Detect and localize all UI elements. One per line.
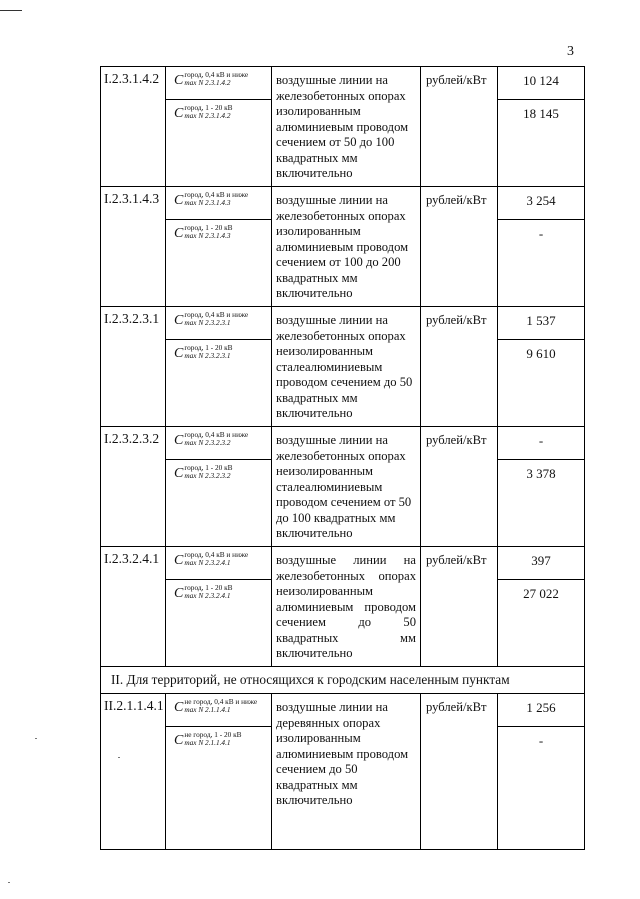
row-description: воздушные линии на железобетонных опорах изолированным алюминиевым проводом сечением от 100 до 200 квадратных мм включительно	[272, 187, 421, 307]
rate-symbol: C город, 0,4 кВ и ниже max N 2.3.2.3.2	[166, 427, 272, 460]
row-unit: рублей/кВт	[421, 427, 498, 547]
value-cell: 1 256	[498, 694, 585, 727]
scan-speck	[8, 882, 10, 883]
rate-symbol: C город, 1 - 20 кВ max N 2.3.2.4.1	[166, 580, 272, 667]
table-row	[101, 694, 585, 727]
section-row	[101, 667, 585, 694]
row-code: I.2.3.2.4.1	[101, 547, 166, 667]
scan-speck	[35, 738, 37, 739]
rate-symbol: C город, 0,4 кВ и ниже max N 2.3.2.3.1	[166, 307, 272, 340]
row-code: I.2.3.2.3.2	[101, 427, 166, 547]
row-code: I.2.3.1.4.3	[101, 187, 166, 307]
value-cell: 3 378	[498, 460, 585, 547]
rate-symbol: C город, 1 - 20 кВ max N 2.3.1.4.2	[166, 100, 272, 187]
rate-symbol: C город, 1 - 20 кВ max N 2.3.1.4.3	[166, 220, 272, 307]
rate-symbol: C город, 0,4 кВ и ниже max N 2.3.1.4.3	[166, 187, 272, 220]
row-description: воздушные линии на деревянных опорах изолированным алюминиевым проводом сечением до 50 квадратных мм включительно	[272, 694, 421, 850]
value-cell: 397	[498, 547, 585, 580]
table-row	[101, 187, 585, 220]
row-unit: рублей/кВт	[421, 67, 498, 187]
table-row	[101, 67, 585, 100]
table-row	[101, 307, 585, 340]
value-cell: 18 145	[498, 100, 585, 187]
section-title: II. Для территорий, не относящихся к городским населенным пунктам	[101, 667, 585, 694]
value-cell: -	[498, 427, 585, 460]
page-number: 3	[567, 44, 574, 59]
value-cell: 10 124	[498, 67, 585, 100]
row-unit: рублей/кВт	[421, 547, 498, 667]
row-code: I.2.3.2.3.1	[101, 307, 166, 427]
row-code: II.2.1.1.4.1	[101, 694, 166, 850]
scan-edge-mark	[0, 10, 22, 11]
row-unit: рублей/кВт	[421, 694, 498, 850]
row-description: воздушные линии на железобетонных опорах неизолированным сталеалюминиевым проводом сечением от 50 до 100 квадратных мм включительно	[272, 427, 421, 547]
value-cell: -	[498, 220, 585, 307]
table-row	[101, 427, 585, 460]
row-description: воздушные линии на железобетонных опорах неизолированным алюминиевым проводом сечением до 50 квадратных мм включительно	[272, 547, 421, 667]
rate-symbol: C город, 0,4 кВ и ниже max N 2.3.2.4.1	[166, 547, 272, 580]
row-code: I.2.3.1.4.2	[101, 67, 166, 187]
rate-symbol: C не город, 0,4 кВ и ниже max N 2.1.1.4.1	[166, 694, 272, 727]
rate-symbol: C город, 1 - 20 кВ max N 2.3.2.3.2	[166, 460, 272, 547]
rate-symbol: C город, 0,4 кВ и ниже max N 2.3.1.4.2	[166, 67, 272, 100]
rate-symbol: C город, 1 - 20 кВ max N 2.3.2.3.1	[166, 340, 272, 427]
row-unit: рублей/кВт	[421, 187, 498, 307]
row-description: воздушные линии на железобетонных опорах изолированным алюминиевым проводом сечением от 50 до 100 квадратных мм включительно	[272, 67, 421, 187]
tariff-table	[100, 66, 585, 850]
table-row	[101, 547, 585, 580]
row-description: воздушные линии на железобетонных опорах неизолированным сталеалюминиевым проводом сечением до 50 квадратных мм включительно	[272, 307, 421, 427]
value-cell: 3 254	[498, 187, 585, 220]
row-unit: рублей/кВт	[421, 307, 498, 427]
value-cell: 9 610	[498, 340, 585, 427]
value-cell: 27 022	[498, 580, 585, 667]
value-cell: -	[498, 727, 585, 850]
value-cell: 1 537	[498, 307, 585, 340]
rate-symbol: C не город, 1 - 20 кВ max N 2.1.1.4.1	[166, 727, 272, 850]
